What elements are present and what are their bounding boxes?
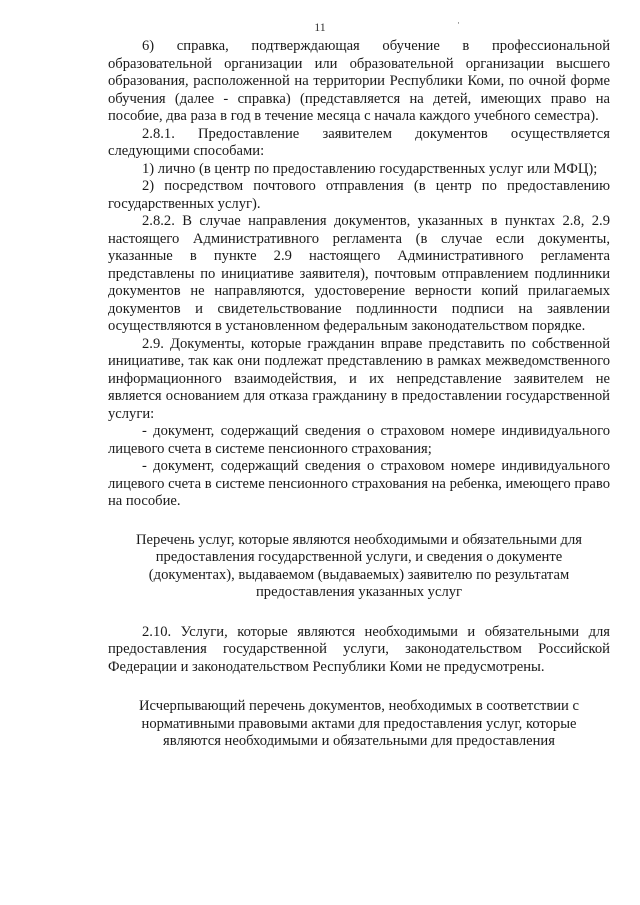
list-item-document-2: - документ, содержащий сведения о страховом номере индивидуального лицевого счета в системе пенсионного страхования на ребенка, имеющего право на пособие. (108, 458, 610, 509)
paragraph-2-8-1: 2.8.1. Предоставление заявителем документов осуществляется следующими способами: (108, 125, 610, 159)
paragraph-2-9: 2.9. Документы, которые гражданин вправе представить по собственной инициативе, так как они подлежат представлению в рамках межведомственного информационного взаимодействия, и их непредставление заявителем не является основанием для отказа гражданину в предоставлении государственной услуги: (108, 335, 610, 422)
list-item-document-1: - документ, содержащий сведения о страховом номере индивидуального лицевого счета в системе пенсионного страхования; (108, 423, 610, 457)
document-body (108, 38, 610, 751)
spacer (108, 602, 610, 624)
paragraph-2-8-1-option-1: 1) лично (в центр по предоставлению государственных услуг или МФЦ); (142, 160, 598, 177)
spacer (108, 676, 610, 698)
paragraph-2-8-1-option-2: 2) посредством почтового отправления (в центр по предоставлению государственных услуг). (108, 178, 610, 212)
scan-mark: · (457, 18, 460, 28)
section-heading-documents: Исчерпывающий перечень документов, необходимых в соответствии с нормативными правовыми актами для предоставления услуг, которые являются необходимыми и обязательными для предоставления (139, 698, 579, 749)
paragraph-2-10: 2.10. Услуги, которые являются необходимыми и обязательными для предоставления государственной услуги, законодательством Российской Федерации и законодательством Республики Коми не предусмотрены. (108, 623, 610, 675)
spacer (108, 511, 610, 532)
section-heading-services: Перечень услуг, которые являются необходимыми и обязательными для предоставления государственной услуги, и сведения о документе (документах), выдаваемом (выдаваемых) заявителю по результатам предоставления указанных услуг (136, 531, 582, 600)
paragraph-2-8-2: 2.8.2. В случае направления документов, указанных в пунктах 2.8, 2.9 настоящего Административного регламента (в случае если документы, указанные в пункте 2.9 настоящего Административного регламента представлены по инициативе заявителя), почтовым отправлением подлинники документов не направляются, удостоверение верности копий прилагаемых документов и свидетельствование подлинности подписи на заявлении осуществляются в установленном федеральным законодательством порядке. (108, 213, 610, 334)
paragraph-item-6: 6) справка, подтверждающая обучение в профессиональной образовательной организации или образовательной организации высшего образования, расположенной на территории Республики Коми, по очной форме обучения (далее - справка) (представляется на детей, имеющих право на пособие, два раза в год в течение месяца с начала каждого учебного семестра). (108, 38, 610, 124)
page-number: 11 (314, 20, 326, 34)
